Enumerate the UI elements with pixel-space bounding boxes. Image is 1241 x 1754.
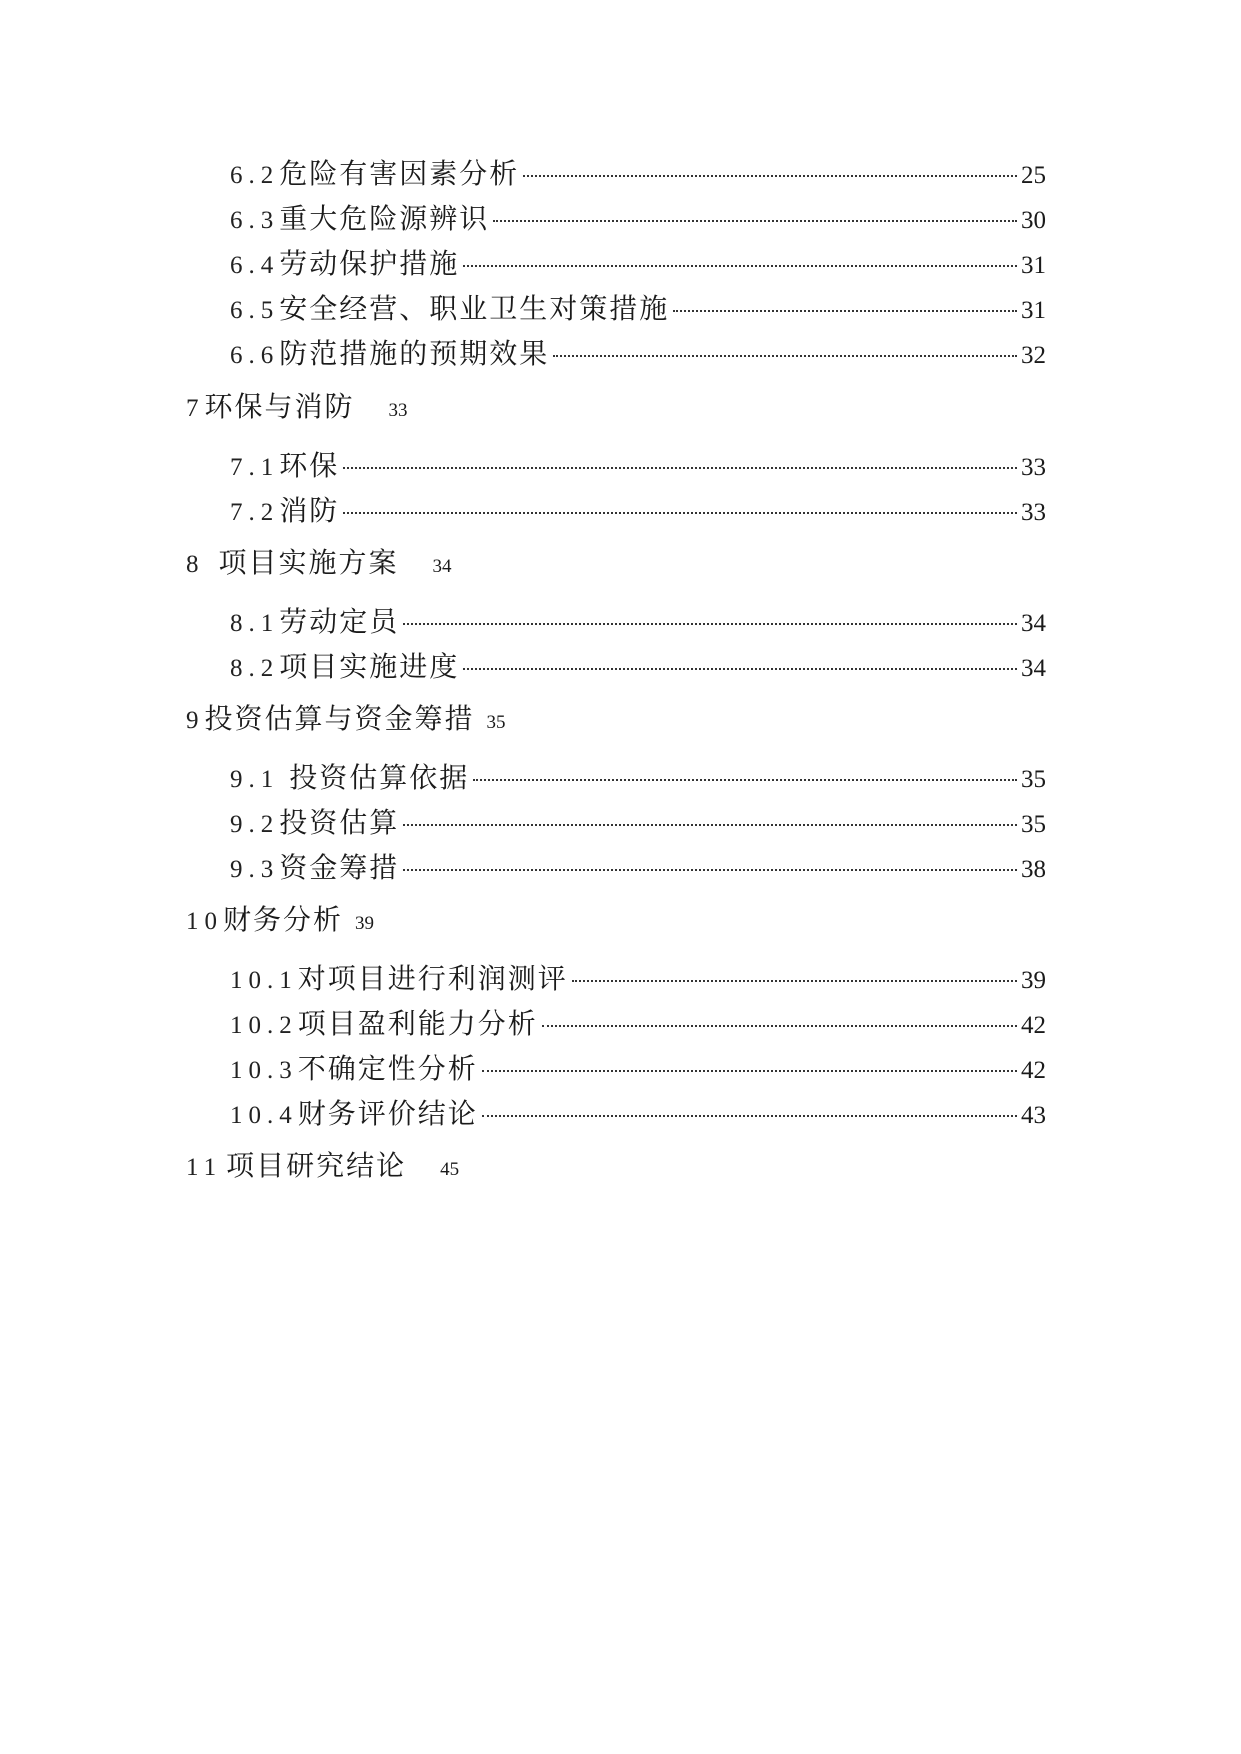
toc-entry-title: 资金筹措: [279, 851, 400, 884]
toc-chapter-title: 项目研究结论: [226, 1149, 407, 1182]
toc-entry[interactable]: [230, 600, 1046, 640]
toc-entry[interactable]: [230, 1047, 1046, 1087]
dot-leader: [482, 1115, 1017, 1117]
toc-chapter-page: 35: [486, 712, 506, 733]
toc-entry-title: 劳动保护措施: [279, 247, 460, 280]
toc-entry-number: 10.1: [230, 967, 298, 994]
toc-entry-title: 环保: [279, 449, 340, 482]
toc-chapter-title: 项目实施方案: [218, 546, 399, 579]
toc-entry-title: 重大危险源辨识: [279, 202, 490, 235]
dot-leader: [403, 623, 1017, 625]
toc-chapter-page: 39: [355, 913, 375, 934]
toc-entry-number: 6.5: [230, 297, 280, 324]
toc-chapter-number: 7: [186, 395, 205, 422]
toc-chapter[interactable]: [186, 1144, 459, 1188]
toc-entry-page: 30: [1021, 207, 1046, 234]
dot-leader: [572, 980, 1017, 982]
toc-entry-number: 7.2: [230, 499, 280, 526]
dot-leader: [403, 869, 1017, 871]
toc-entry-page: 25: [1021, 162, 1046, 189]
toc-entry[interactable]: [230, 444, 1046, 484]
toc-entry-title: 投资估算: [279, 806, 400, 839]
toc-chapter-title: 环保与消防: [204, 390, 355, 423]
dot-leader: [673, 310, 1017, 312]
toc-entry-page: 38: [1021, 856, 1046, 883]
toc-entry-title: 对项目进行利润测评: [297, 962, 568, 995]
toc-entry-title: 投资估算依据: [289, 761, 470, 794]
toc-entry-page: 31: [1021, 252, 1046, 279]
toc-entry-number: 10.2: [230, 1012, 298, 1039]
toc-chapter[interactable]: [186, 385, 408, 429]
dot-leader: [493, 220, 1017, 222]
toc-chapter[interactable]: [186, 697, 506, 741]
dot-leader: [343, 512, 1017, 514]
toc-entry-title: 安全经营、职业卫生对策措施: [279, 292, 670, 325]
toc-entry-number: 6.2: [230, 162, 280, 189]
toc-entry-page: 42: [1021, 1057, 1046, 1084]
toc-entry[interactable]: [230, 645, 1046, 685]
toc-entry-number: 6.6: [230, 342, 280, 369]
dot-leader: [403, 824, 1017, 826]
toc-entry[interactable]: [230, 287, 1046, 327]
dot-leader: [523, 175, 1017, 177]
toc-entry-page: 43: [1021, 1102, 1046, 1129]
toc-entry[interactable]: [230, 197, 1046, 237]
toc-entry[interactable]: [230, 801, 1046, 841]
toc-entry-title: 财务评价结论: [297, 1097, 478, 1130]
toc-entry-title: 项目实施进度: [279, 650, 460, 683]
toc-entry[interactable]: [230, 152, 1046, 192]
toc-entry[interactable]: [230, 846, 1046, 886]
toc-entry-page: 31: [1021, 297, 1046, 324]
toc-entry-page: 33: [1021, 454, 1046, 481]
toc-entry[interactable]: [230, 1002, 1046, 1042]
toc-entry-number: 8.2: [230, 655, 280, 682]
dot-leader: [542, 1025, 1017, 1027]
dot-leader: [553, 355, 1017, 357]
toc-entry-number: 8.1: [230, 610, 280, 637]
toc-entry-title: 消防: [279, 494, 340, 527]
toc-chapter-page: 34: [432, 556, 452, 577]
toc-entry-page: 39: [1021, 967, 1046, 994]
toc-entry-number: 9.3: [230, 856, 280, 883]
toc-entry-title: 危险有害因素分析: [279, 157, 520, 190]
toc-entry-number: 6.4: [230, 252, 280, 279]
toc-entry-page: 34: [1021, 610, 1046, 637]
toc-chapter-number: 11: [186, 1154, 223, 1181]
toc-chapter-number: 9: [186, 707, 205, 734]
toc-chapter-page: 33: [388, 400, 408, 421]
dot-leader: [343, 467, 1017, 469]
toc-chapter[interactable]: [186, 541, 452, 585]
toc-entry[interactable]: [230, 957, 1046, 997]
toc-entry-title: 项目盈利能力分析: [297, 1007, 538, 1040]
toc-entry-page: 33: [1021, 499, 1046, 526]
toc-entry-number: 9.2: [230, 811, 280, 838]
toc-entry-number: 9.1: [230, 766, 280, 793]
toc-entry-title: 劳动定员: [279, 605, 400, 638]
toc-entry[interactable]: [230, 756, 1046, 796]
toc-entry[interactable]: [230, 242, 1046, 282]
toc-chapter-title: 投资估算与资金筹措: [204, 702, 475, 735]
dot-leader: [482, 1070, 1017, 1072]
toc-entry-number: 6.3: [230, 207, 280, 234]
toc-entry[interactable]: [230, 332, 1046, 372]
toc-entry-title: 不确定性分析: [297, 1052, 478, 1085]
dot-leader: [463, 668, 1017, 670]
toc-chapter[interactable]: [186, 898, 374, 942]
toc-chapter-page: 45: [440, 1159, 460, 1180]
toc-entry-number: 10.3: [230, 1057, 298, 1084]
dot-leader: [473, 779, 1017, 781]
toc-chapter-number: 8: [186, 551, 205, 578]
toc-entry[interactable]: [230, 489, 1046, 529]
toc-entry-page: 32: [1021, 342, 1046, 369]
toc-entry-number: 7.1: [230, 454, 280, 481]
toc-entry-page: 34: [1021, 655, 1046, 682]
toc-entry-number: 10.4: [230, 1102, 298, 1129]
toc-entry-page: 42: [1021, 1012, 1046, 1039]
toc-entry[interactable]: [230, 1092, 1046, 1132]
dot-leader: [463, 265, 1017, 267]
toc-chapter-number: 10: [186, 908, 223, 935]
toc-entry-page: 35: [1021, 811, 1046, 838]
toc-entry-title: 防范措施的预期效果: [279, 337, 550, 370]
toc-entry-page: 35: [1021, 766, 1046, 793]
toc-chapter-title: 财务分析: [223, 903, 344, 936]
